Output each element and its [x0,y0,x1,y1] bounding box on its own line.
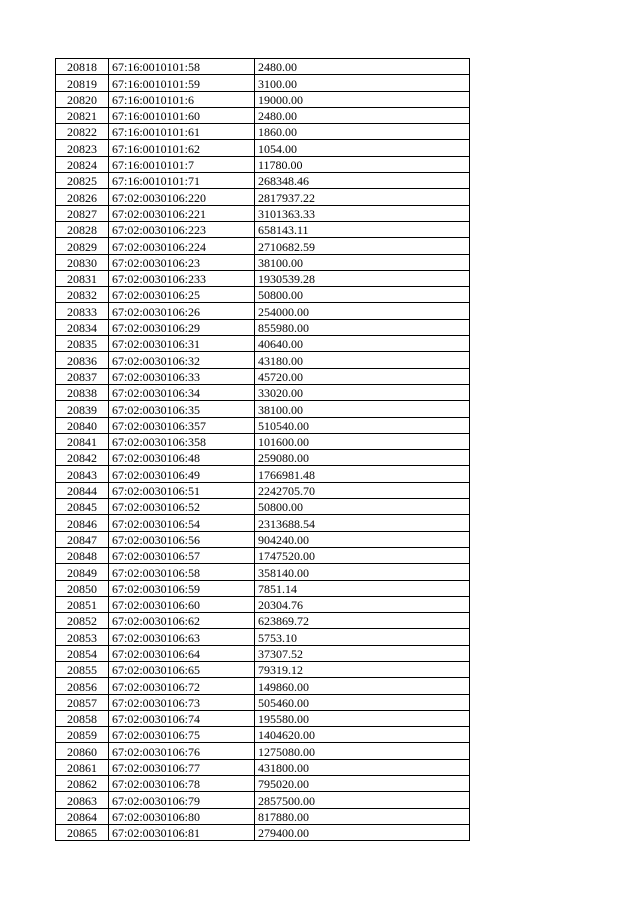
table-row [56,417,470,433]
table-row [56,596,470,612]
cadastral-number-cell: 67:02:0030106:63 [109,629,255,645]
amount-cell: 431800.00 [255,759,470,775]
cadastral-number-cell: 67:02:0030106:220 [109,189,255,205]
table-row [56,531,470,547]
row-number-cell: 20829 [56,238,109,254]
row-number-cell: 20855 [56,661,109,677]
amount-cell: 510540.00 [255,417,470,433]
row-number-cell: 20832 [56,287,109,303]
cadastral-number-cell: 67:02:0030106:60 [109,596,255,612]
table-row [56,678,470,694]
amount-cell: 279400.00 [255,824,470,840]
cadastral-number-cell: 67:16:0010101:62 [109,140,255,156]
row-number-cell: 20853 [56,629,109,645]
cadastral-number-cell: 67:16:0010101:60 [109,107,255,123]
cadastral-number-cell: 67:02:0030106:52 [109,499,255,515]
table-row [56,433,470,449]
table-row [56,466,470,482]
table-row [56,352,470,368]
row-number-cell: 20849 [56,564,109,580]
table-row [56,91,470,107]
table-row [56,776,470,792]
cadastral-number-cell: 67:02:0030106:58 [109,564,255,580]
table-row [56,547,470,563]
table-row [56,564,470,580]
row-number-cell: 20844 [56,482,109,498]
amount-cell: 101600.00 [255,433,470,449]
row-number-cell: 20851 [56,596,109,612]
row-number-cell: 20856 [56,678,109,694]
amount-cell: 817880.00 [255,808,470,824]
amount-cell: 37307.52 [255,645,470,661]
table-row [56,661,470,677]
row-number-cell: 20852 [56,613,109,629]
table-row [56,515,470,531]
table-row [56,287,470,303]
table-row [56,221,470,237]
cadastral-number-cell: 67:02:0030106:57 [109,547,255,563]
table-row [56,613,470,629]
row-number-cell: 20821 [56,107,109,123]
amount-cell: 149860.00 [255,678,470,694]
row-number-cell: 20828 [56,221,109,237]
table-row [56,124,470,140]
table-row [56,808,470,824]
row-number-cell: 20857 [56,694,109,710]
cadastral-number-cell: 67:02:0030106:221 [109,205,255,221]
cadastral-number-cell: 67:02:0030106:56 [109,531,255,547]
table-row [56,759,470,775]
amount-cell: 268348.46 [255,173,470,189]
amount-cell: 50800.00 [255,499,470,515]
table-row [56,450,470,466]
cadastral-number-cell: 67:02:0030106:23 [109,254,255,270]
data-table [55,58,470,841]
row-number-cell: 20841 [56,433,109,449]
row-number-cell: 20840 [56,417,109,433]
amount-cell: 7851.14 [255,580,470,596]
row-number-cell: 20842 [56,450,109,466]
amount-cell: 3101363.33 [255,205,470,221]
table-row [56,173,470,189]
row-number-cell: 20860 [56,743,109,759]
table-row [56,336,470,352]
cadastral-number-cell: 67:16:0010101:7 [109,156,255,172]
table-row [56,107,470,123]
row-number-cell: 20833 [56,303,109,319]
table-row [56,710,470,726]
amount-cell: 2313688.54 [255,515,470,531]
amount-cell: 45720.00 [255,368,470,384]
amount-cell: 195580.00 [255,710,470,726]
amount-cell: 505460.00 [255,694,470,710]
cadastral-number-cell: 67:02:0030106:33 [109,368,255,384]
row-number-cell: 20847 [56,531,109,547]
cadastral-number-cell: 67:02:0030106:72 [109,678,255,694]
cadastral-number-cell: 67:02:0030106:224 [109,238,255,254]
amount-cell: 38100.00 [255,401,470,417]
amount-cell: 50800.00 [255,287,470,303]
amount-cell: 2817937.22 [255,189,470,205]
cadastral-number-cell: 67:02:0030106:32 [109,352,255,368]
amount-cell: 2857500.00 [255,792,470,808]
amount-cell: 11780.00 [255,156,470,172]
row-number-cell: 20819 [56,75,109,91]
amount-cell: 40640.00 [255,336,470,352]
cadastral-number-cell: 67:02:0030106:48 [109,450,255,466]
cadastral-number-cell: 67:02:0030106:76 [109,743,255,759]
cadastral-number-cell: 67:02:0030106:25 [109,287,255,303]
row-number-cell: 20838 [56,384,109,400]
row-number-cell: 20823 [56,140,109,156]
row-number-cell: 20836 [56,352,109,368]
table-row [56,270,470,286]
cadastral-number-cell: 67:16:0010101:58 [109,59,255,75]
table-row [56,824,470,840]
table-row [56,156,470,172]
row-number-cell: 20859 [56,727,109,743]
cadastral-number-cell: 67:02:0030106:77 [109,759,255,775]
cadastral-number-cell: 67:02:0030106:74 [109,710,255,726]
cadastral-number-cell: 67:02:0030106:65 [109,661,255,677]
row-number-cell: 20839 [56,401,109,417]
amount-cell: 5753.10 [255,629,470,645]
cadastral-number-cell: 67:02:0030106:81 [109,824,255,840]
table-body [56,59,470,841]
table-row [56,254,470,270]
cadastral-number-cell: 67:02:0030106:29 [109,319,255,335]
table-row [56,580,470,596]
row-number-cell: 20846 [56,515,109,531]
table-row [56,205,470,221]
table-row [56,727,470,743]
amount-cell: 20304.76 [255,596,470,612]
amount-cell: 2480.00 [255,107,470,123]
row-number-cell: 20824 [56,156,109,172]
amount-cell: 1404620.00 [255,727,470,743]
cadastral-number-cell: 67:02:0030106:79 [109,792,255,808]
row-number-cell: 20850 [56,580,109,596]
table-row [56,140,470,156]
table-row [56,238,470,254]
row-number-cell: 20854 [56,645,109,661]
cadastral-number-cell: 67:02:0030106:223 [109,221,255,237]
cadastral-number-cell: 67:02:0030106:75 [109,727,255,743]
cadastral-number-cell: 67:16:0010101:6 [109,91,255,107]
row-number-cell: 20822 [56,124,109,140]
row-number-cell: 20835 [56,336,109,352]
cadastral-number-cell: 67:02:0030106:73 [109,694,255,710]
table-row [56,303,470,319]
table-row [56,319,470,335]
row-number-cell: 20818 [56,59,109,75]
row-number-cell: 20830 [56,254,109,270]
row-number-cell: 20843 [56,466,109,482]
amount-cell: 3100.00 [255,75,470,91]
amount-cell: 795020.00 [255,776,470,792]
table-row [56,743,470,759]
table-row [56,629,470,645]
cadastral-number-cell: 67:16:0010101:71 [109,173,255,189]
cadastral-number-cell: 67:16:0010101:61 [109,124,255,140]
amount-cell: 623869.72 [255,613,470,629]
row-number-cell: 20862 [56,776,109,792]
cadastral-number-cell: 67:02:0030106:80 [109,808,255,824]
amount-cell: 1860.00 [255,124,470,140]
amount-cell: 33020.00 [255,384,470,400]
cadastral-number-cell: 67:02:0030106:357 [109,417,255,433]
row-number-cell: 20865 [56,824,109,840]
cadastral-number-cell: 67:02:0030106:59 [109,580,255,596]
row-number-cell: 20861 [56,759,109,775]
amount-cell: 43180.00 [255,352,470,368]
amount-cell: 38100.00 [255,254,470,270]
cadastral-number-cell: 67:02:0030106:49 [109,466,255,482]
amount-cell: 2710682.59 [255,238,470,254]
row-number-cell: 20845 [56,499,109,515]
row-number-cell: 20826 [56,189,109,205]
table-row [56,482,470,498]
table-row [56,384,470,400]
cadastral-number-cell: 67:02:0030106:54 [109,515,255,531]
amount-cell: 19000.00 [255,91,470,107]
row-number-cell: 20863 [56,792,109,808]
table-row [56,75,470,91]
amount-cell: 1747520.00 [255,547,470,563]
row-number-cell: 20827 [56,205,109,221]
table-row [56,645,470,661]
cadastral-number-cell: 67:02:0030106:233 [109,270,255,286]
amount-cell: 855980.00 [255,319,470,335]
cadastral-number-cell: 67:02:0030106:34 [109,384,255,400]
table-row [56,189,470,205]
cadastral-number-cell: 67:02:0030106:358 [109,433,255,449]
row-number-cell: 20858 [56,710,109,726]
table-row [56,792,470,808]
amount-cell: 254000.00 [255,303,470,319]
amount-cell: 358140.00 [255,564,470,580]
amount-cell: 1766981.48 [255,466,470,482]
row-number-cell: 20831 [56,270,109,286]
cadastral-number-cell: 67:02:0030106:78 [109,776,255,792]
row-number-cell: 20837 [56,368,109,384]
table-row [56,401,470,417]
amount-cell: 658143.11 [255,221,470,237]
amount-cell: 259080.00 [255,450,470,466]
row-number-cell: 20820 [56,91,109,107]
cadastral-number-cell: 67:02:0030106:62 [109,613,255,629]
amount-cell: 1054.00 [255,140,470,156]
amount-cell: 2480.00 [255,59,470,75]
amount-cell: 1930539.28 [255,270,470,286]
cadastral-number-cell: 67:02:0030106:51 [109,482,255,498]
cadastral-number-cell: 67:02:0030106:31 [109,336,255,352]
cadastral-number-cell: 67:02:0030106:26 [109,303,255,319]
cadastral-number-cell: 67:02:0030106:35 [109,401,255,417]
amount-cell: 79319.12 [255,661,470,677]
table-row [56,59,470,75]
row-number-cell: 20848 [56,547,109,563]
cadastral-number-cell: 67:02:0030106:64 [109,645,255,661]
amount-cell: 2242705.70 [255,482,470,498]
row-number-cell: 20834 [56,319,109,335]
row-number-cell: 20864 [56,808,109,824]
table-row [56,368,470,384]
table-row [56,694,470,710]
cadastral-number-cell: 67:16:0010101:59 [109,75,255,91]
amount-cell: 904240.00 [255,531,470,547]
amount-cell: 1275080.00 [255,743,470,759]
row-number-cell: 20825 [56,173,109,189]
table-row [56,499,470,515]
